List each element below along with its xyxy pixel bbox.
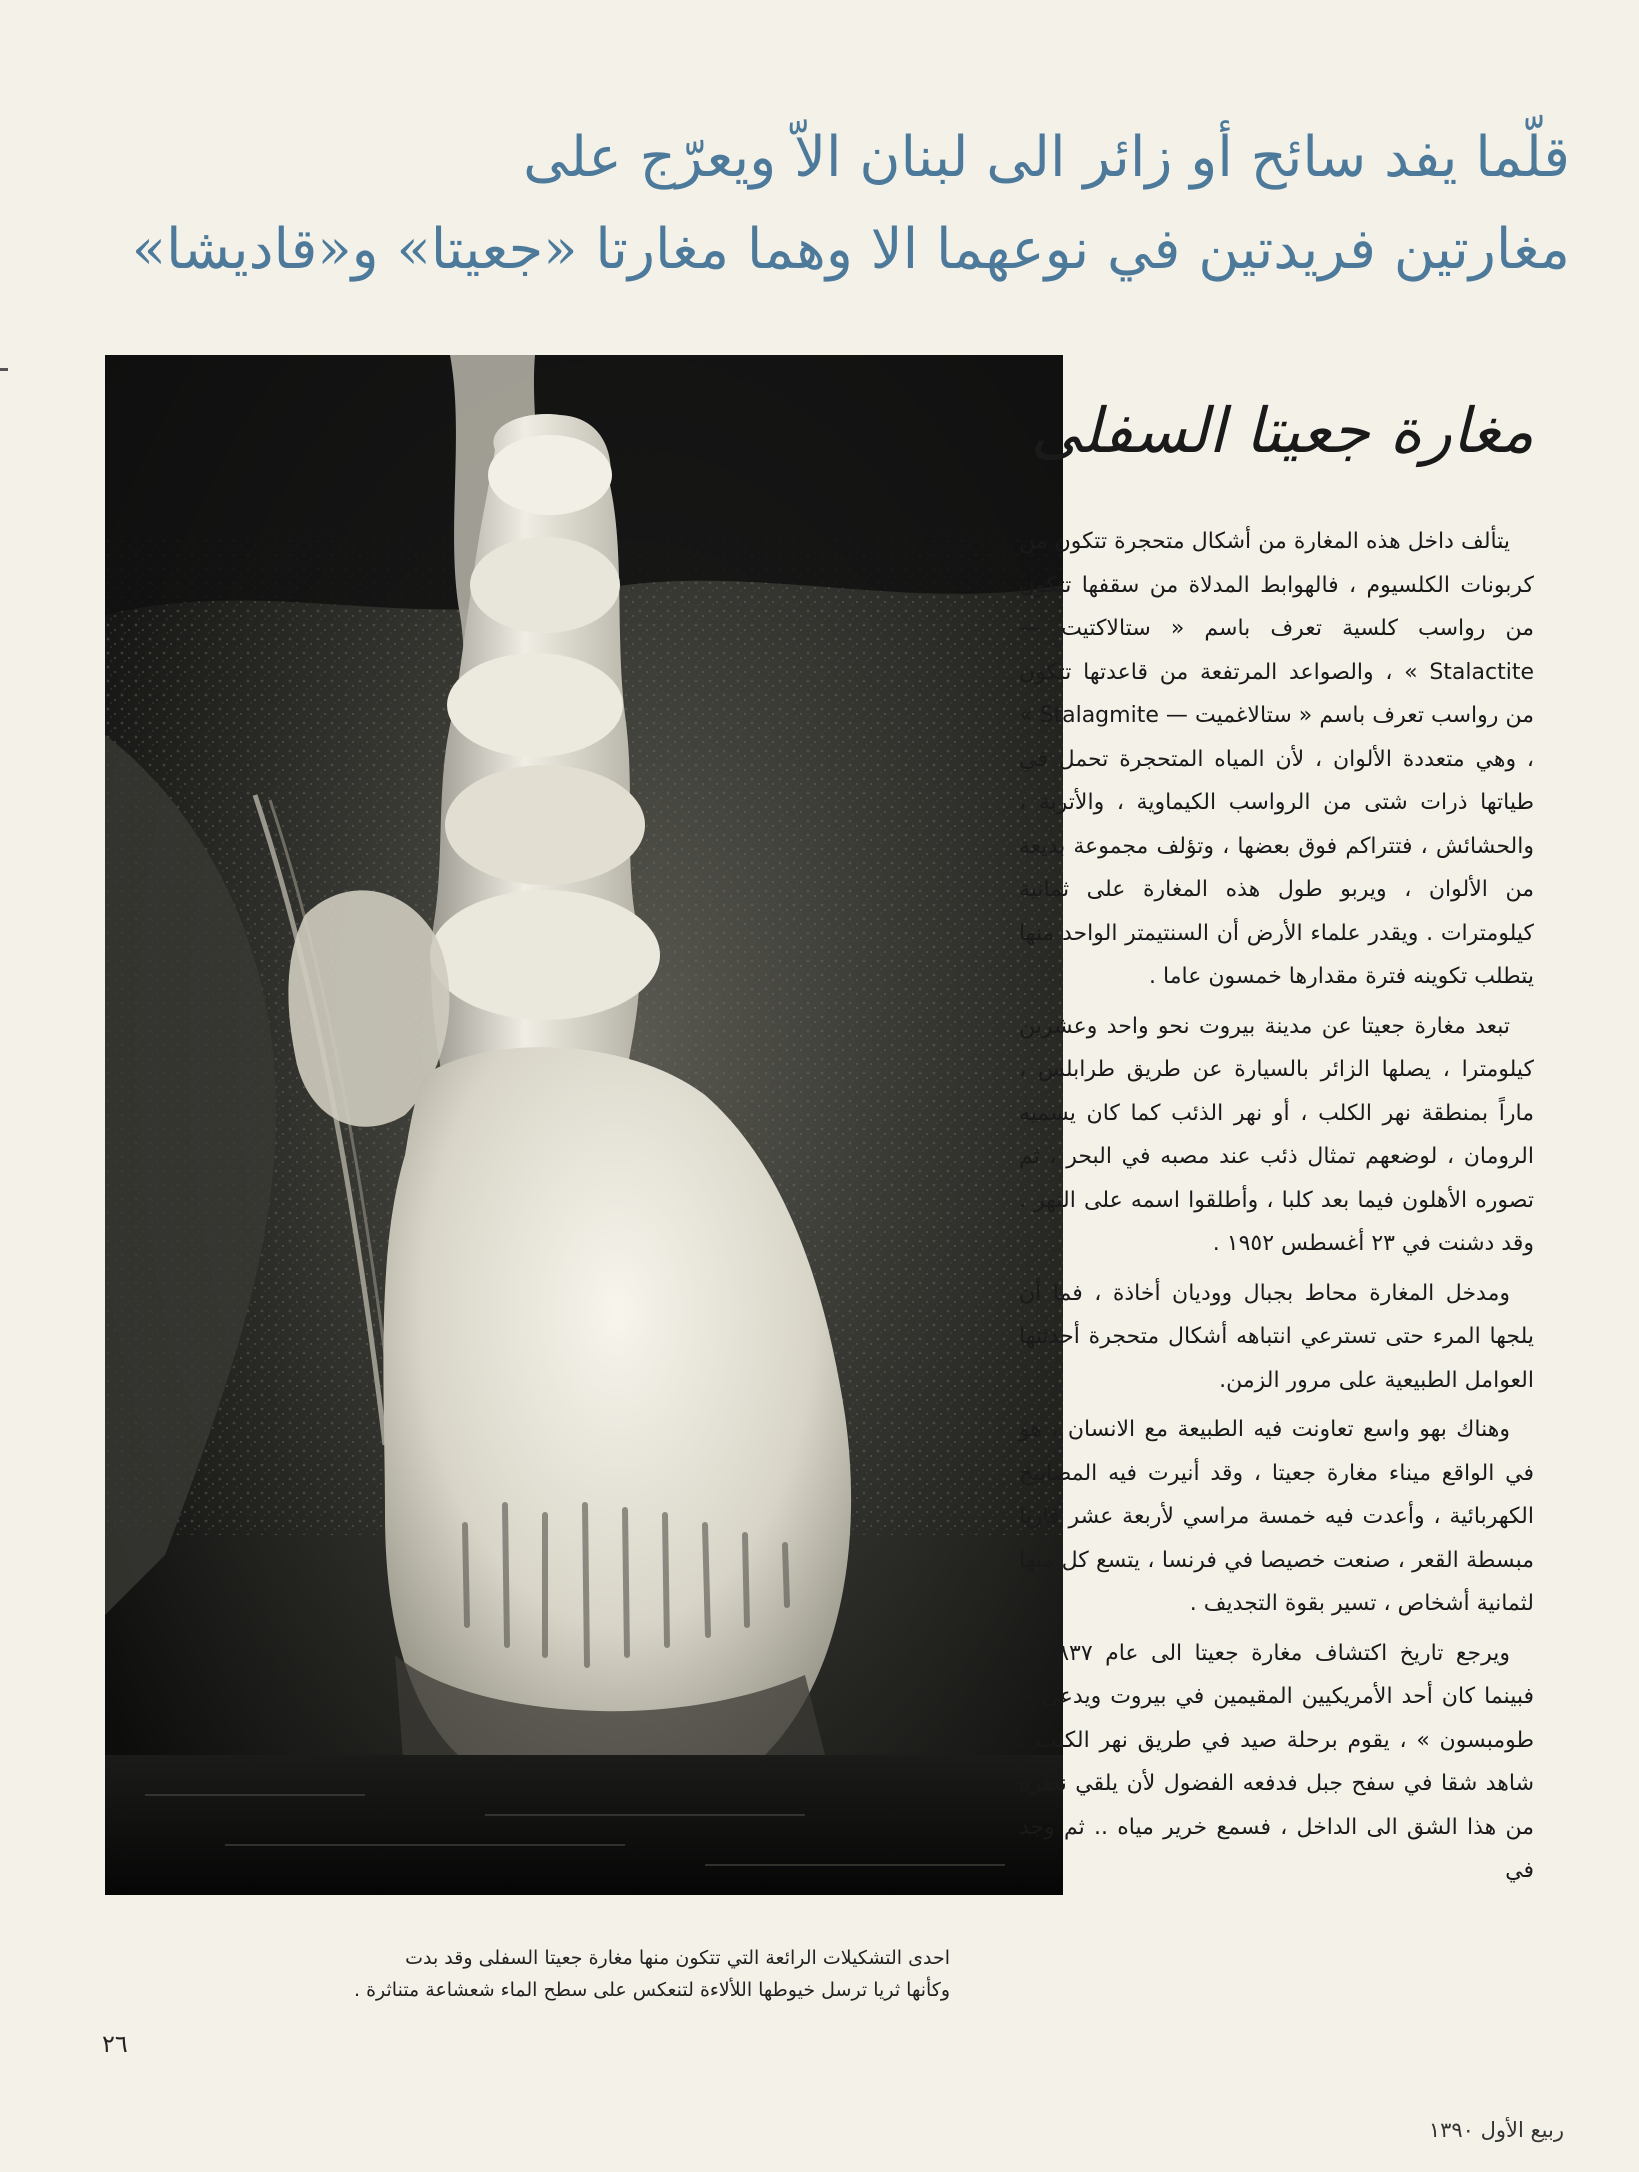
stalagmite-image [105, 355, 1063, 1895]
article-body [1019, 520, 1534, 1893]
headline-line-2: مغارتين فريدتين في نوعهما الا وهما مغارتا «جعيتا» و«قاديشا» [131, 217, 1570, 282]
caption-line-1: احدى التشكيلات الرائعة التي تتكون منها مغارة جعيتا السفلى وقد بدت [405, 1947, 950, 1969]
article-paragraph-3: ومدخل المغارة محاط بجبال ووديان أخاذة ، فما أن يلجها المرء حتى تسترعي انتباهه أشكال متحجرة أحدثتها العوامل الطبيعية على مرور الزمن. [1019, 1280, 1534, 1393]
caption-line-2: وكأنها ثريا ترسل خيوطها اللألاءة لتنعكس على سطح الماء شعشاعة متناثرة . [354, 1979, 950, 2001]
section-title: مغارة جعيتا السفلى [1030, 394, 1534, 467]
margin-mark [0, 368, 8, 371]
article-paragraph-4: وهناك بهو واسع تعاونت فيه الطبيعة مع الانسان ، هو في الواقع ميناء مغارة جعيتا ، وقد أنيرت فيه المصابيح الكهربائية ، وأعدت فيه خمسة مراسي لأربعة عشر قاربا مبسطة القعر ، صنعت خصيصا في فرنسا ، يتسع كل منها لثمانية أشخاص ، تسير بقوة التجديف . [1019, 1417, 1534, 1616]
cave-stalagmite-photo [105, 355, 1063, 1895]
footer-issue-date: ربيع الأول ١٣٩٠ [1428, 2118, 1564, 2142]
article-paragraph-2: تبعد مغارة جعيتا عن مدينة بيروت نحو واحد وعشرين كيلومترا ، يصلها الزائر بالسيارة عن طريق طرابلس ، ماراً بمنطقة نهر الكلب ، أو نهر الذئب كما كان يسميه الرومان ، لوضعهم تمثال ذئب عند مصبه في البحر ، ثم تصوره الأهلون فيما بعد كلبا ، وأطلقوا اسمه على النهر . وقد دشنت في ٢٣ أغسطس ١٩٥٢ . [1019, 1013, 1534, 1256]
article-paragraph-1: يتألف داخل هذه المغارة من أشكال متحجرة تتكون من كربونات الكلسيوم ، فالهوابط المدلاة من سقفها تتكون من رواسب كلسية تعرف باسم « ستالاكتيت — Stalactite » ، والصواعد المرتفعة من قاعدتها تتكون من رواسب تعرف باسم « ستالاغميت — Stalagmite » ، وهي متعددة الألوان ، لأن المياه المتحجرة تحمل في طياتها ذرات شتى من الرواسب الكيماوية ، والأتربة ، والحشائش ، فتتراكم فوق بعضها ، وتؤلف مجموعة بديعة من الألوان ، ويربو طول هذه المغارة على ثمانية كيلومترات . ويقدر علماء الأرض أن السنتيمتر الواحد منها يتطلب تكوينه فترة مقدارها خمسون عاما . [1019, 529, 1534, 989]
photo-caption [250, 1942, 950, 2006]
page-number: ٢٦ [102, 2030, 128, 2058]
headline-line-1: قلّما يفد سائح أو زائر الى لبنان الاّ ويعرّج على [523, 125, 1570, 190]
article-paragraph-5: ويرجع تاريخ اكتشاف مغارة جعيتا الى عام ١٨٣٧ .. فبينما كان أحد الأمريكيين المقيمين في بيروت ويدعى « طومبسون » ، يقوم برحلة صيد في طريق نهر الكلب ، شاهد شقا في سفح جبل فدفعه الفضول لأن يلقي نظره من هذا الشق الى الداخل ، فسمع خرير مياه .. ثم وجد في [1019, 1640, 1534, 1883]
